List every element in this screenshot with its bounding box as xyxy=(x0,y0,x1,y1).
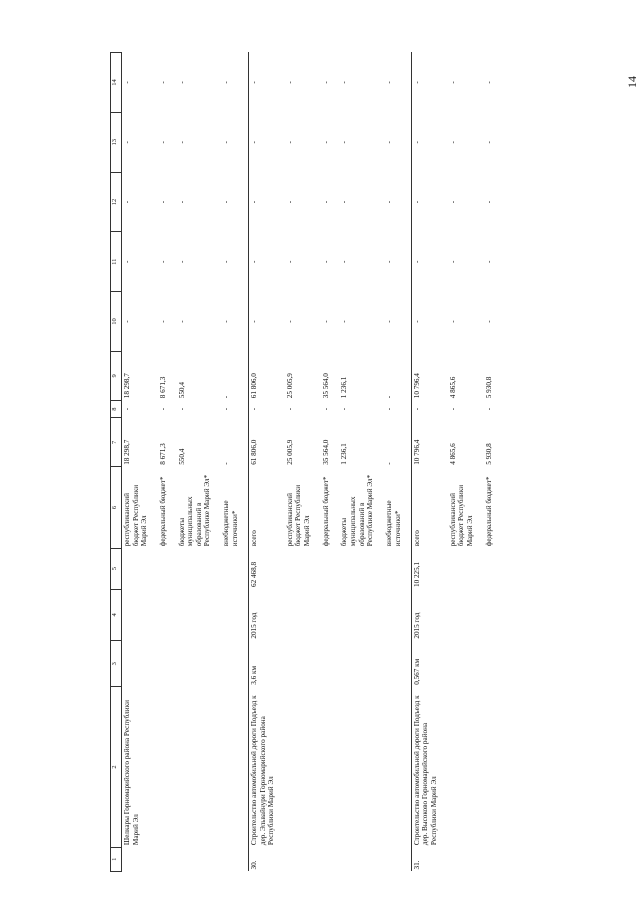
value-col9: 10 796,4 xyxy=(411,351,439,400)
value-c12: - xyxy=(222,200,231,204)
value-c12: - xyxy=(158,200,167,204)
row-number xyxy=(122,847,150,871)
row-gap xyxy=(169,53,177,872)
table-row xyxy=(484,53,495,872)
value-col8: - xyxy=(285,407,294,411)
value-c14: - xyxy=(248,53,276,113)
empty-cell xyxy=(484,641,495,687)
value-c10: - xyxy=(321,320,330,323)
table-row xyxy=(321,53,332,872)
row-gap xyxy=(277,53,285,872)
table-row xyxy=(122,53,150,872)
empty-cell xyxy=(285,687,313,847)
empty-cell xyxy=(285,641,313,687)
object-length: 0,567 км xyxy=(411,641,439,687)
empty-cell xyxy=(339,589,376,641)
empty-cell xyxy=(221,641,240,687)
value-c14: - xyxy=(285,81,294,84)
value-c12: - xyxy=(484,200,493,204)
value-col7: 35 564,0 xyxy=(321,439,330,465)
value-c13: - xyxy=(321,141,330,144)
funding-source: всего xyxy=(411,467,439,548)
funding-source: республиканский бюджет Республики Марий Эл xyxy=(448,484,474,547)
column-header: 14 xyxy=(111,53,122,113)
empty-cell xyxy=(448,548,476,589)
value-c12: - xyxy=(448,200,457,204)
empty-cell xyxy=(339,548,376,589)
value-col8: - xyxy=(222,407,231,411)
value-col7: 61 806,0 xyxy=(248,418,276,467)
object-total: 62 468,8 xyxy=(248,548,276,589)
empty-cell xyxy=(158,687,169,847)
object-year: 2015 год xyxy=(248,589,276,641)
column-header: 1 xyxy=(111,847,122,871)
value-c11: - xyxy=(222,260,231,263)
value-c10: - xyxy=(411,292,439,352)
empty-cell xyxy=(339,687,376,847)
value-col8: - xyxy=(448,407,457,411)
value-c11: - xyxy=(340,260,349,263)
funding-source: республиканский бюджет Республики Марий Эл xyxy=(285,484,312,547)
value-c11: - xyxy=(448,260,457,263)
empty-cell xyxy=(484,548,495,589)
value-c11: - xyxy=(321,260,330,263)
empty-cell xyxy=(384,589,403,641)
object-year: 2015 год xyxy=(411,589,439,641)
empty-cell xyxy=(221,589,240,641)
value-c10: - xyxy=(123,320,131,323)
row-gap xyxy=(494,53,502,872)
funding-source: внебюджетные источники* xyxy=(222,500,239,547)
value-c11: - xyxy=(384,260,393,263)
column-header: 2 xyxy=(111,687,122,847)
value-col8: - xyxy=(158,407,167,411)
empty-cell xyxy=(484,687,495,847)
column-header: 6 xyxy=(111,467,122,548)
value-col7: - xyxy=(384,462,393,465)
column-header: 7 xyxy=(111,418,122,467)
value-c12: - xyxy=(384,200,393,204)
value-c14: - xyxy=(222,81,231,84)
row-number: 31. xyxy=(411,847,439,871)
value-c14: - xyxy=(411,53,439,113)
empty-cell xyxy=(177,847,214,871)
object-year xyxy=(122,589,150,641)
table-row xyxy=(177,53,214,872)
value-c10: - xyxy=(222,320,231,323)
value-c12: - xyxy=(321,200,330,204)
value-col7: 4 865,6 xyxy=(448,443,457,465)
funding-source: всего xyxy=(248,467,276,548)
value-c10: - xyxy=(158,320,167,323)
value-c11: - xyxy=(123,260,131,263)
value-col8: - xyxy=(177,407,186,411)
value-col7: 8 671,3 xyxy=(158,443,167,465)
table-row xyxy=(285,53,313,872)
table-row xyxy=(221,53,240,872)
column-header: 12 xyxy=(111,172,122,232)
value-c12: - xyxy=(123,200,131,204)
value-col8: - xyxy=(321,407,330,411)
value-c13: - xyxy=(285,141,294,144)
value-c10: - xyxy=(248,292,276,352)
column-header: 9 xyxy=(111,351,122,400)
value-col9: - xyxy=(222,395,231,399)
empty-cell xyxy=(339,641,376,687)
value-c10: - xyxy=(285,320,294,323)
empty-cell xyxy=(177,589,214,641)
row-gap xyxy=(476,53,484,872)
empty-cell xyxy=(177,548,214,589)
column-header: 3 xyxy=(111,641,122,687)
column-header: 11 xyxy=(111,232,122,292)
empty-cell xyxy=(448,589,476,641)
value-col9: 1 236,1 xyxy=(340,376,349,399)
funding-source: бюджеты муниципальных образований в Республике Марий Эл* xyxy=(340,474,375,547)
value-c14: - xyxy=(340,81,349,84)
empty-cell xyxy=(158,589,169,641)
value-col8: - xyxy=(384,407,393,411)
value-c14: - xyxy=(384,81,393,84)
header-row xyxy=(111,53,122,872)
value-c13: - xyxy=(448,141,457,144)
value-c10: - xyxy=(384,320,393,323)
empty-cell xyxy=(448,847,476,871)
value-col9: 8 671,3 xyxy=(158,376,167,399)
value-col8: - xyxy=(248,400,276,418)
row-gap xyxy=(240,53,248,872)
value-col8: - xyxy=(340,407,349,411)
table-row xyxy=(448,53,476,872)
empty-cell xyxy=(321,589,332,641)
row-gap xyxy=(150,53,158,872)
empty-cell xyxy=(321,641,332,687)
row-gap xyxy=(376,53,384,872)
column-header: 10 xyxy=(111,292,122,352)
table-row xyxy=(158,53,169,872)
value-c11: - xyxy=(411,232,439,292)
value-c14: - xyxy=(448,81,457,84)
value-c13: - xyxy=(248,112,276,172)
empty-cell xyxy=(321,548,332,589)
value-col9: 4 865,6 xyxy=(448,376,457,399)
empty-cell xyxy=(221,548,240,589)
value-c11: - xyxy=(177,260,186,263)
row-gap xyxy=(213,53,221,872)
table-row xyxy=(339,53,376,872)
value-c14: - xyxy=(123,81,131,84)
column-header: 5 xyxy=(111,548,122,589)
empty-cell xyxy=(448,641,476,687)
value-c14: - xyxy=(158,81,167,84)
value-c10: - xyxy=(448,320,457,323)
value-c13: - xyxy=(158,141,167,144)
value-col7: 5 930,8 xyxy=(484,443,493,465)
empty-cell xyxy=(384,641,403,687)
value-c14: - xyxy=(321,81,330,84)
value-c11: - xyxy=(285,260,294,263)
empty-cell xyxy=(158,847,169,871)
empty-cell xyxy=(158,548,169,589)
value-c14: - xyxy=(484,81,493,84)
empty-cell xyxy=(484,847,495,871)
object-total: 10 225,1 xyxy=(411,548,439,589)
value-c12: - xyxy=(285,200,294,204)
object-total xyxy=(122,548,150,589)
value-c11: - xyxy=(158,260,167,263)
empty-cell xyxy=(177,687,214,847)
value-c12: - xyxy=(411,172,439,232)
value-c11: - xyxy=(248,232,276,292)
empty-cell xyxy=(285,548,313,589)
row-gap xyxy=(331,53,339,872)
object-length xyxy=(122,641,150,687)
value-col9: 5 930,8 xyxy=(484,376,493,399)
value-c14: - xyxy=(177,81,186,84)
value-col8: - xyxy=(123,407,131,411)
funding-source: республиканский бюджет Республики Марий Эл xyxy=(123,484,149,547)
column-header: 13 xyxy=(111,112,122,172)
value-c13: - xyxy=(123,141,131,144)
empty-cell xyxy=(384,847,403,871)
value-c11: - xyxy=(484,260,493,263)
empty-cell xyxy=(339,847,376,871)
value-c12: - xyxy=(340,200,349,204)
value-col9: 61 806,0 xyxy=(248,351,276,400)
value-col7: 1 236,1 xyxy=(340,443,349,465)
empty-cell xyxy=(448,687,476,847)
object-name: Шелкары Горномарийского района Республики Марий Эл xyxy=(123,700,140,846)
row-number: 30. xyxy=(248,847,276,871)
table-row xyxy=(411,53,439,872)
value-col7: 18 298,7 xyxy=(123,439,131,465)
value-c13: - xyxy=(177,141,186,144)
value-c13: - xyxy=(411,112,439,172)
empty-cell xyxy=(221,687,240,847)
value-col7: 25 005,9 xyxy=(285,439,294,465)
value-col7: 10 796,4 xyxy=(411,418,439,467)
empty-cell xyxy=(285,589,313,641)
value-c12: - xyxy=(248,172,276,232)
empty-cell xyxy=(158,641,169,687)
value-col7: 550,4 xyxy=(177,448,186,465)
value-col8: - xyxy=(484,407,493,411)
object-name: Строительство автомобильной дороги Подъезд к дер. Эльвайнури Горномарийского района Республики Марий Эл xyxy=(248,687,276,847)
value-col9: - xyxy=(384,395,393,399)
value-c13: - xyxy=(384,141,393,144)
table-sheet xyxy=(110,52,550,872)
row-gap xyxy=(440,53,448,872)
row-gap xyxy=(403,53,411,872)
empty-cell xyxy=(285,847,313,871)
value-c10: - xyxy=(484,320,493,323)
value-col9: 550,4 xyxy=(177,382,186,399)
funding-source: внебюджетные источники* xyxy=(384,500,402,547)
empty-cell xyxy=(384,687,403,847)
table-row xyxy=(248,53,276,872)
empty-cell xyxy=(321,687,332,847)
value-col7: - xyxy=(222,462,231,465)
object-name: Строительство автомобильной дороги Подъезд к дер. Высоково Горномарийского района Республики Марий Эл xyxy=(411,687,439,847)
table-body xyxy=(122,53,503,872)
column-header: 8 xyxy=(111,400,122,418)
funding-source: федеральный бюджет* xyxy=(321,476,330,547)
page-number: 14 xyxy=(625,76,639,88)
object-length: 3,6 км xyxy=(248,641,276,687)
funding-source: федеральный бюджет* xyxy=(484,476,493,547)
column-header: 4 xyxy=(111,589,122,641)
table-row xyxy=(384,53,403,872)
empty-cell xyxy=(177,641,214,687)
empty-cell xyxy=(221,847,240,871)
value-c13: - xyxy=(222,141,231,144)
funding-source: федеральный бюджет* xyxy=(158,476,167,547)
value-c10: - xyxy=(340,320,349,323)
value-c12: - xyxy=(177,200,186,204)
value-col9: 35 564,0 xyxy=(321,373,330,399)
funding-source: бюджеты муниципальных образований в Республике Марий Эл* xyxy=(177,474,212,547)
empty-cell xyxy=(384,548,403,589)
value-col8: - xyxy=(411,400,439,418)
value-c13: - xyxy=(340,141,349,144)
value-c10: - xyxy=(177,320,186,323)
value-col9: 25 005,9 xyxy=(285,373,294,399)
empty-cell xyxy=(321,847,332,871)
value-c13: - xyxy=(484,141,493,144)
data-table xyxy=(110,52,502,872)
row-gap xyxy=(313,53,321,872)
value-col9: 18 298,7 xyxy=(123,373,131,399)
empty-cell xyxy=(484,589,495,641)
